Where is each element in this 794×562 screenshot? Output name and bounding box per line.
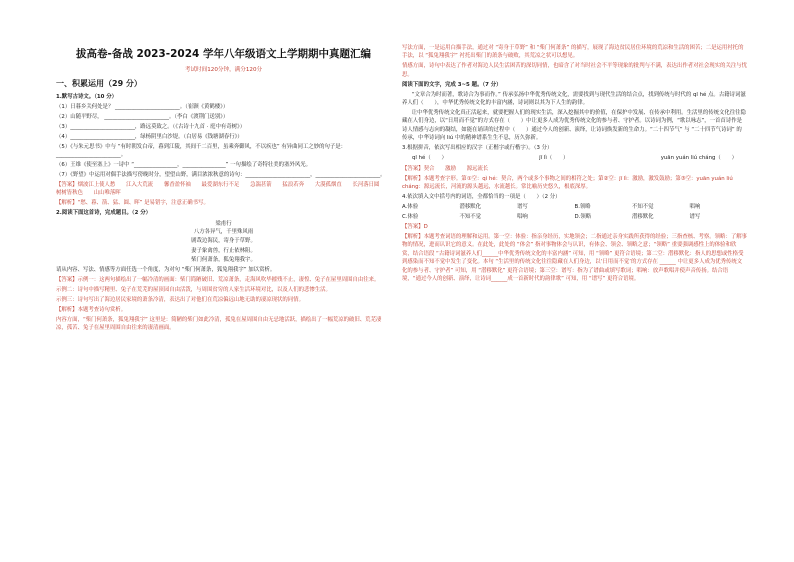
- pinyin-row: [402, 154, 747, 162]
- answer-1: 【答案】烟波江上使人愁 江入大荒流 馨香盈怀袖 最爱湖东行不足 急湍甚箭 猛浪若奔 大漠孤烟直 长河落日圆 树树皆秋色 山山唯落晖: [56, 181, 391, 197]
- analysis-1: 【解析】“愁、暮、箭、猛、圆、晖” 是易错字，注意正确书写。: [56, 200, 209, 207]
- option-b-3: 唱响: [689, 204, 701, 211]
- q1-line-2: （2）山随平野尽， ________________________。（李白《渡荆门送别》）: [56, 113, 229, 120]
- q1-line-7: （7）《野望》中运用对偶手法描写傍晚时分，望望山野，满目浓浓秋意的诗句：________________________，________________________。: [56, 171, 386, 178]
- q1-line-4: （4）________________________，绿杨阴里白沙堤。（白居易《钱塘湖春行》）: [56, 133, 243, 140]
- analysis-3: 【解析】本题考查字形。第①空：qì hé：契合，两个或多个事物之间的相符之处；第②空：jī lì：激励，激发鼓励；第③空：yuān yuán liú cháng：源远流长，河流的源头越远，水流越长。常比喻历史悠久，根底深厚。: [402, 175, 733, 191]
- option-d-2: 潜移默化: [632, 214, 654, 221]
- pinyin-2: jī lì（ ）: [539, 155, 569, 162]
- answer-2-example-2: 示例二：诗句中描写精里、兔子在荒芜的屋顶园自由活泼，与周围贫穷的人家生活环境对比，以及人们的悲惨生活。: [56, 286, 331, 293]
- q1-line-3: （3）________________________，路远莫致之。（《古诗十九首 · 庭中有奇树》）: [56, 123, 246, 130]
- question-1: 1.默写古诗文。（10 分）: [56, 93, 117, 100]
- poem-line-3: 妻子象禽兽，行止依林阻。: [191, 247, 256, 254]
- question-2: 2.阅读下面这首诗，完成题目。（2 分）: [56, 210, 151, 217]
- analysis-2: 【解析】本题考查诗句赏析。: [56, 306, 127, 313]
- q2-prompt: 请从内容、写法、情感等方面任选一个角度，为对句 “柴门何萧条，狐兔翔我宇” 加以赏析。: [56, 266, 276, 273]
- poem-line-2: 剧哉边海民，寄身于草野。: [191, 238, 256, 245]
- option-a-1: A.体验: [402, 204, 419, 211]
- poem-line-4: 柴门何萧条，狐兔翔我宇。: [191, 257, 256, 264]
- answer-2: 【答案】示例一：这两句描绘出了一幅冷清的画面：柴门简陋破旧、荒凉萧条，走海风吹毕摧残不止，凄惶、兔子在屋里周围自由往来。: [56, 276, 380, 283]
- left-column: [56, 48, 391, 334]
- answer-4: 【答案】D: [402, 224, 428, 231]
- passage-paragraph-2: 让中华优秀传统文化真正活起来，就要把握人们的现实生活，深入挖掘其中的价值，在保护中发展、在传承中利用。生活里的传统文化往往隐藏在人们身边，以“日用而不觉”的方式存在（ ）中让更多人成为优秀传统文化的参与者、守护者。以诗词为例，“歌以咏志”，一首首诗作是诗人情感与志向的凝结，如能在诵读的过程中（ ）通过今人的创新、演绎，让诗词焕发新的生命力。“二十四节气” 与 “二十四节气诗词” 的传承，中华诗词向 liú 中的精神谱系生生不息，历久弥新。: [402, 110, 746, 142]
- q1-line-5: （5）《与朱元思书》中与 “有时朝发白帝，暮到江陵，其间千二百里，虽乘奔御风，不以疾也” 有异曲同工之妙的句子是：________________________。: [56, 143, 347, 158]
- analysis-2-method: 写法方面，一是运用白描手法，通过对 “寄身于草野” 和 “柴门何萧条” 的描写，展现了海边贫民居住环境的荒凉和生活的困苦；二是运用衬托的手法，以 “狐兔翔我宇” 衬托出柴门的萧条与破败，其荒凉之状可以想见。: [402, 45, 744, 60]
- pinyin-3: yuān yuán liú cháng（ ）: [660, 155, 737, 162]
- question-3: 3.根据拼音，依次写出相应的汉字（正楷字或行楷字）。（3 分）: [402, 145, 553, 152]
- option-c-3: 唱响: [517, 214, 528, 221]
- question-4: 4.依次填入文中括号内的词语，全都恰当的一项是（ ）（2 分）: [402, 194, 561, 201]
- q1-line-1: （1）日暮乡关何处是？ ________________________。（崔颢《黄鹤楼》）: [56, 103, 229, 110]
- page-title: 拔高卷-备战 2023-2024 学年八年级语文上学期期中真题汇编: [76, 48, 371, 60]
- pinyin-1: ql hé（ ）: [412, 155, 447, 162]
- q1-line-6: （6）王维《使至塞上》一诗中 “________________，________________” 一句描绘了奇特壮美的塞外风光。: [56, 161, 312, 168]
- option-row-c: [402, 213, 747, 221]
- exam-info: 考试时间120分钟，满分120分: [184, 66, 263, 73]
- option-c-2: 不知不觉: [459, 214, 482, 221]
- poem-line-1: 八方各异气，千里殊风雨: [193, 228, 254, 235]
- right-column: [402, 44, 747, 285]
- answer-2-example-3: 示例三：诗句写出了海边居民家境的萧条冷清，表达出了对他们在荒凉偏远山地无助的凄凉现状的同情。: [56, 296, 304, 303]
- section-heading: 一、积累运用（29 分）: [56, 79, 142, 89]
- analysis-4: 【解析】本题考查词语的理解和运用。第一空：体验：指亲身经历，实地领会；二指通过亲身实践所获得的经验；三指查核、考察。领略：了解事物的情况，进而认识它的意义。在此处，此处的 “体会” 指对事物体会与认识，有体会、领会、领略之意；“领略” 重要强调感性上的体验和欣赏，结合语段 “古籍诗词滋养人们______中华优秀传统文化的丰富内涵” 可知，用 “领略” 更符合语境；第二空：潜移默化：指人的思想或性格受到感染而不知不觉中发生了变化。本句 “生活里的传统文化往往隐藏在人们身边，以‘日用而不觉’的方式存在 ______ 中让更多人成为优秀传统文化的参与者、守护者” 可知，用 “潜移默化” 更符合语境；第三空：谱写：指为了谱曲或填写歌词；唱响：放声歌唱并使声音传扬。结合语境，“通过今人的创新、演绎，让诗词______成一首新时代的韵律歌” 可知，用 “谱写” 更符合语境。: [402, 234, 748, 282]
- option-a-3: 谱写: [517, 204, 528, 211]
- passage-paragraph-1: “文章合为时而著，歌诗合为事而作。” 传承弘扬中华优秀传统文化，需要找到与现代生活的结合点，找到传统与时代的 ql hé 点。古籍诗词滋养人们（ ），中华优秀传统文化的丰富内涵，诗词则以其为下人生的韵律。: [402, 91, 746, 107]
- option-b-2: 不知不觉: [632, 204, 654, 211]
- poem-title: 梁甫行: [215, 220, 232, 227]
- option-row-a: [402, 203, 747, 211]
- reading-heading: 阅读下面的文字，完成 3~5 题。（7 分）: [402, 81, 502, 88]
- option-a-2: 潜移默化: [459, 204, 482, 211]
- option-c-1: C.体验: [402, 214, 419, 221]
- analysis-2-content: 内容方面，“柴门何萧条，狐兔翔我宇” 这里是：简陋的柴门如此冷清，孤兔在屋周围自由无忌地活跃，描绘出了一幅荒凉的破旧、荒芜凄凉，孤苦、兔子在屋里周围自由往来的凄清画面。: [56, 316, 382, 331]
- answer-3: 【答案】契合 激励 源远流长: [402, 165, 489, 172]
- option-b-1: B.领略: [574, 204, 591, 211]
- option-d-3: 谱写: [689, 214, 701, 221]
- analysis-2-emotion: 情感方面，诗句中表达了作者对海边人民生活困苦的深切同情，也暗含了对当时社会不平等现象的批判与不满，表达出作者对社会现实的关注与忧思。: [402, 63, 748, 78]
- option-d-1: D.领略: [574, 214, 592, 221]
